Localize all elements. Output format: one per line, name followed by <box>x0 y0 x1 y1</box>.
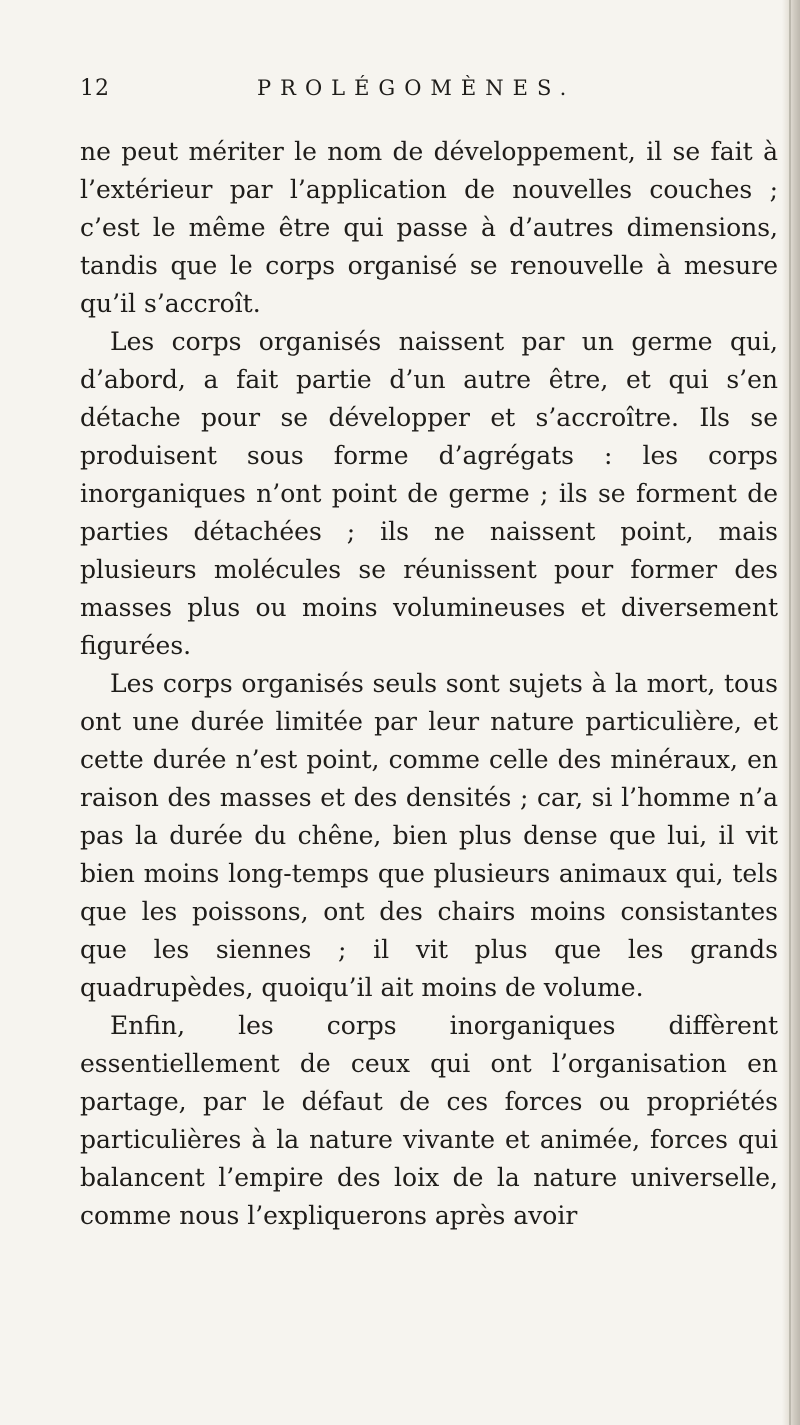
page-number: 12 <box>80 76 110 101</box>
body-text <box>80 133 778 1235</box>
paragraph-1: ne peut mériter le nom de développement, il se fait à l’extérieur par l’application de nouvelles couches ; c’est le même être qui passe à d’autres dimensions, tandis que le corps organisé se renouvelle à mesure qu’il s’accroît. <box>80 137 778 318</box>
page-edge-line <box>789 0 791 1425</box>
running-head: PROLÉGOMÈNES. <box>257 76 576 100</box>
paragraph-2: Les corps organisés naissent par un germe qui, d’abord, a fait partie d’un autre être, et qui s’en détache pour se développer et s’accroître. Ils se produisent sous forme d’agrégats : les corps inorganiques n’ont point de germe ; ils se forment de parties détachées ; ils ne naissent point, mais plusieurs molécules se réunissent pour former des masses plus ou moins volumineuses et diversement figurées. <box>80 327 778 660</box>
page-edge <box>782 0 800 1425</box>
book-page <box>80 76 782 1230</box>
paragraph-3: Les corps organisés seuls sont sujets à la mort, tous ont une durée limitée par leur nature particulière, et cette durée n’est point, comme celle des minéraux, en raison des masses et des densités ; car, si l’homme n’a pas la durée du chêne, bien plus dense que lui, il vit bien moins long-temps que plusieurs animaux qui, tels que les poissons, ont des chairs moins consistantes que les siennes ; il vit plus que les grands quadrupèdes, quoiqu’il ait moins de volume. <box>80 669 778 1002</box>
paragraph-4: Enfin, les corps inorganiques diffèrent essentiellement de ceux qui ont l’organisation en partage, par le défaut de ces forces ou propriétés particulières à la nature vivante et animée, forces qui balancent l’empire des loix de la nature universelle, comme nous l’expliquerons après avoir <box>80 1011 778 1230</box>
page-header <box>80 78 782 123</box>
